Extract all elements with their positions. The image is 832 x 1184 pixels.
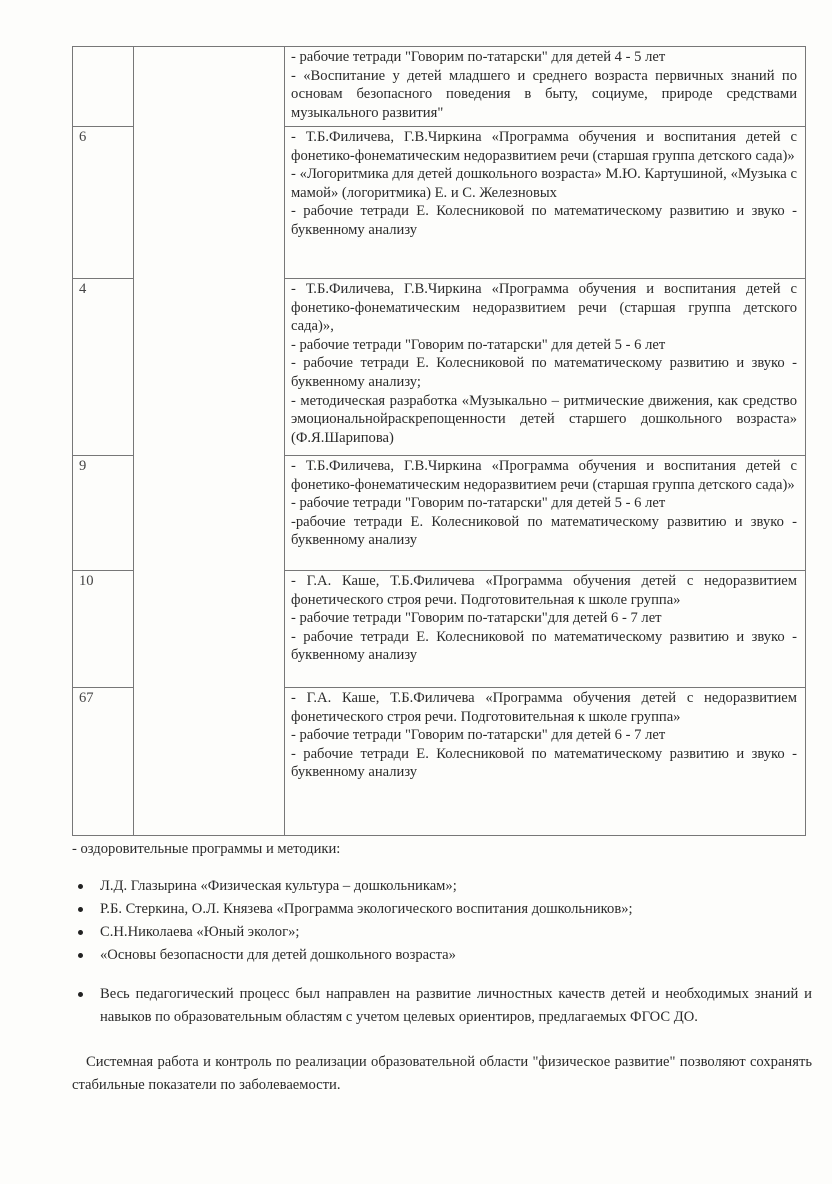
group-count-cell: 4 (73, 279, 134, 456)
programs-cell (285, 127, 806, 279)
programs-cell (285, 571, 806, 688)
group-count-cell: 9 (73, 456, 134, 571)
program-item: - рабочие тетради "Говорим по-татарски" для детей 4 - 5 лет (291, 49, 666, 65)
program-item: - Г.А. Каше, Т.Б.Филичева «Программа обучения детей с недоразвитием фонетического строя речи. Подготовительная к школе группа» (291, 573, 797, 608)
programs-table (72, 46, 806, 836)
program-item: - «Воспитание у детей младшего и среднего возраста первичных знаний по основам безопасного поведения в быту, социуме, природе средствами музыкального развития" (291, 67, 797, 121)
group-count-cell: 67 (73, 688, 134, 836)
program-item: - рабочие тетради "Говорим по-татарски" для детей 6 - 7 лет (291, 727, 666, 744)
program-item: - рабочие тетради "Говорим по-татарски" для детей 5 - 6 лет (291, 336, 666, 353)
closing-paragraph: Системная работа и контроль по реализации образовательной области "физическое развитие" позволяют сохранять стабильные показатели по заболеваемости. (72, 1054, 812, 1093)
programs-cell (285, 456, 806, 571)
programs-cell (285, 47, 806, 127)
group-count-cell: 10 (73, 571, 134, 688)
program-item: - методическая разработка «Музыкально – ритмические движения, как средство эмоциональнойраскрепощенности детей старшего дошкольного возраста» (Ф.Я.Шарипова) (291, 392, 797, 446)
program-item: - рабочие тетради "Говорим по-татарски"для детей 6 - 7 лет (291, 610, 662, 627)
program-item: - рабочие тетради Е. Колесниковой по математическому развитию и звуко - буквенному анализу (291, 628, 797, 664)
program-item: - «Логоритмика для детей дошкольного возраста» М.Ю. Картушиной, «Музыка с мамой» (логоритмика) Е. и С. Железновых (291, 166, 797, 201)
program-item: - Т.Б.Филичева, Г.В.Чиркина «Программа обучения и воспитания детей с фонетико-фонематическим недоразвитием речи (старшая группа детского сада)», (291, 281, 797, 335)
health-programs-section (72, 838, 812, 1097)
programs-cell (285, 279, 806, 456)
programs-cell (285, 688, 806, 836)
program-item: - Т.Б.Филичева, Г.В.Чиркина «Программа обучения и воспитания детей с фонетико-фонематическим недоразвитием речи (старшая группа детского сада)» (291, 129, 797, 164)
program-item: - рабочие тетради Е. Колесниковой по математическому развитию и звуко - буквенному анализу; (291, 355, 797, 390)
program-item: - рабочие тетради "Говорим по-татарски" для детей 5 - 6 лет (291, 495, 666, 512)
group-count-cell: 6 (73, 127, 134, 279)
program-item: - рабочие тетради Е. Колесниковой по математическому развитию и звуко - буквенному анализу (291, 745, 797, 781)
list-item: Л.Д. Глазырина «Физическая культура – дошкольникам»; (72, 875, 812, 898)
program-item: -рабочие тетради Е. Колесниковой по математическому развитию и звуко - буквенному анализу (291, 513, 797, 549)
list-item: Р.Б. Стеркина, О.Л. Князева «Программа экологического воспитания дошкольников»; (72, 898, 812, 921)
health-heading: - оздоровительные программы и методики: (72, 841, 341, 857)
program-item: - Г.А. Каше, Т.Б.Филичева «Программа обучения детей с недоразвитием фонетического строя речи. Подготовительная к школе группа» (291, 690, 797, 725)
process-paragraph: Весь педагогический процесс был направлен на развитие личностных качеств детей и необходимых знаний и навыков по образовательным областям с учетом целевых ориентиров, предлагаемых ФГОС ДО. (72, 983, 812, 1029)
list-item: «Основы безопасности для детей дошкольного возраста» (72, 944, 812, 967)
empty-cell (134, 47, 285, 836)
list-item: С.Н.Николаева «Юный эколог»; (72, 921, 812, 944)
program-item: - рабочие тетради Е. Колесниковой по математическому развитию и звуко - буквенному анализу (291, 203, 797, 238)
table-row (73, 47, 806, 127)
health-program-list (72, 875, 812, 967)
group-count-cell (73, 47, 134, 127)
program-item: - Т.Б.Филичева, Г.В.Чиркина «Программа обучения и воспитания детей с фонетико-фонематическим недоразвитием речи (старшая группа детского сада)» (291, 458, 797, 493)
